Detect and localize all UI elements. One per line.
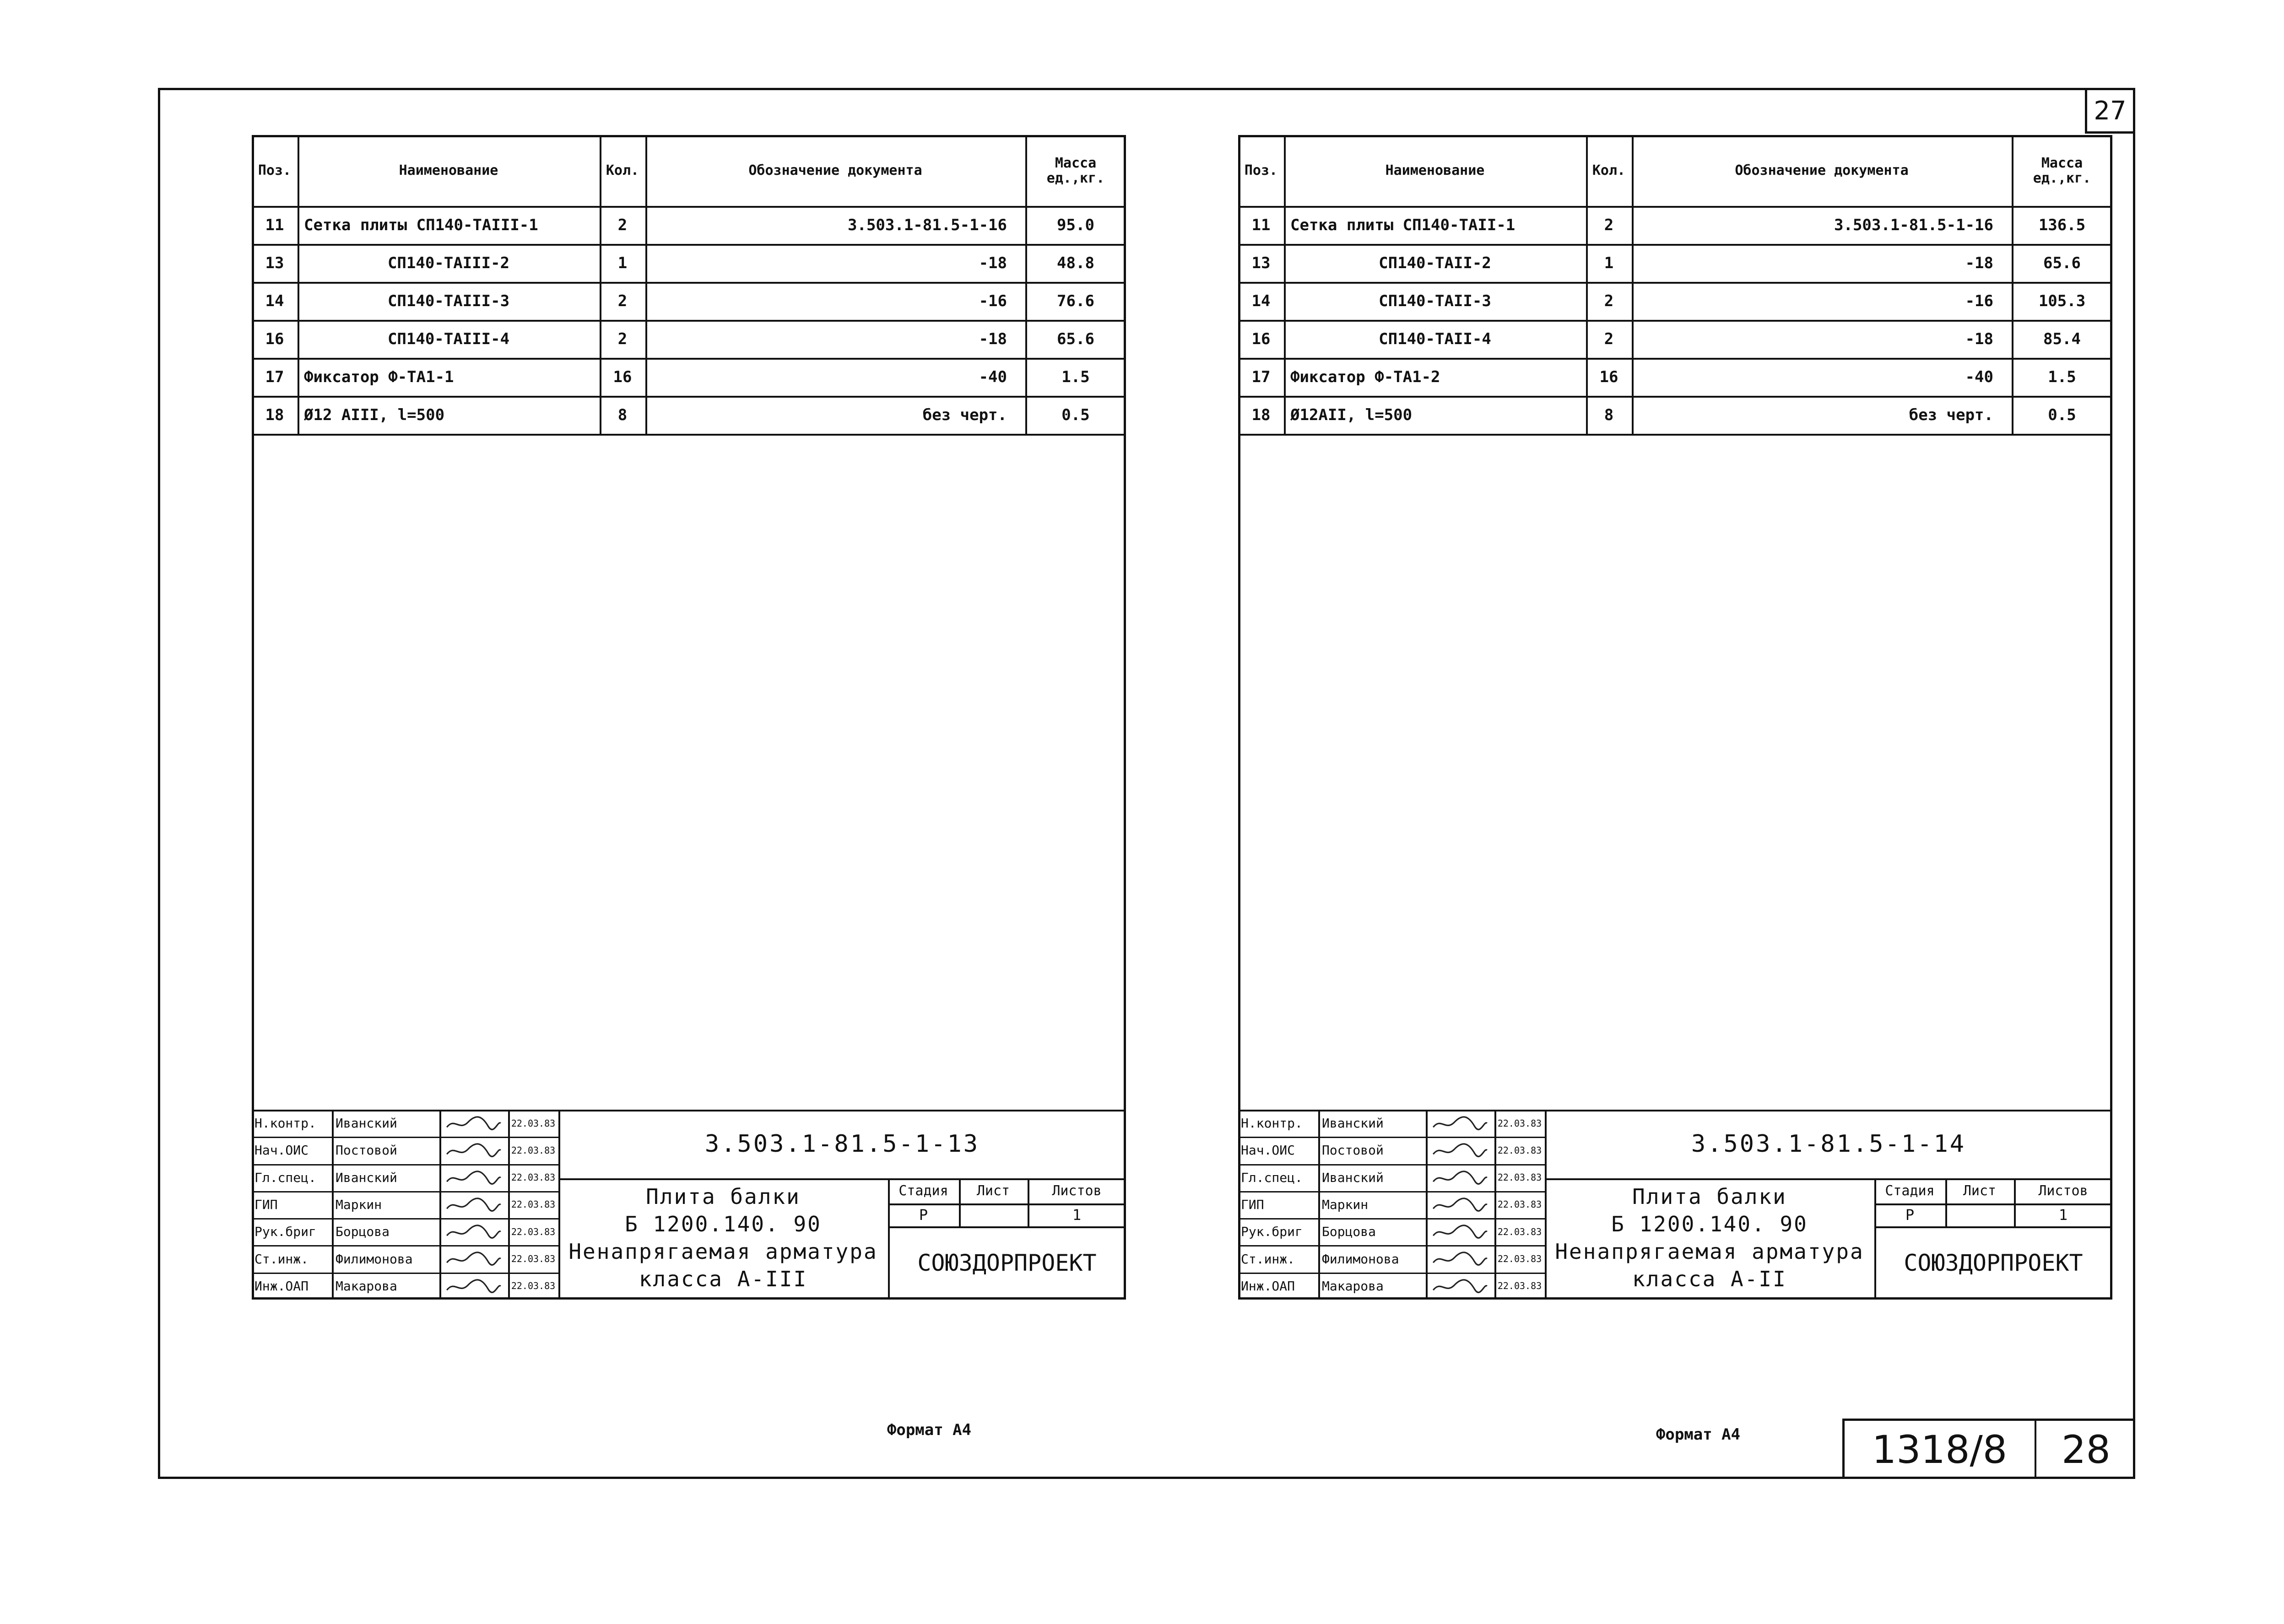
page-number-top: 27	[2094, 96, 2127, 126]
cell-doc: -16	[979, 291, 1007, 310]
cell-mass: 105.3	[2038, 291, 2086, 310]
cell-doc: 3.503.1-81.5-1-16	[1834, 216, 1993, 234]
signer-date: 22.03.83	[1497, 1199, 1542, 1210]
signer-row-divider	[1238, 1245, 1545, 1246]
header-qty: Кол.	[1592, 162, 1626, 178]
signature	[445, 1222, 503, 1241]
signer-role: Инж.ОАП	[254, 1278, 309, 1294]
drawing-title-line: Плита балки	[1632, 1184, 1787, 1209]
signer-name: Макарова	[1322, 1278, 1384, 1294]
cell-qty: 1	[1604, 254, 1614, 272]
stage-divider	[959, 1178, 961, 1226]
cell-doc: -40	[979, 367, 1007, 386]
album-code: 1318/8	[1872, 1427, 2008, 1472]
signer-date: 22.03.83	[511, 1226, 556, 1237]
drawing-title-line: Б 1200.140. 90	[1611, 1212, 1808, 1236]
signature	[445, 1140, 503, 1160]
signer-date: 22.03.83	[511, 1253, 556, 1265]
signer-row-divider	[252, 1137, 558, 1138]
cell-mass: 85.4	[2043, 329, 2081, 348]
signature	[445, 1113, 503, 1133]
signer-role: Ст.инж.	[1241, 1251, 1295, 1267]
cell-pos: 17	[1251, 367, 1271, 386]
cell-qty: 16	[613, 367, 632, 386]
cell-mass: 65.6	[1057, 329, 1094, 348]
signer-date: 22.03.83	[511, 1117, 556, 1129]
signer-name: Маркин	[336, 1197, 382, 1212]
signer-row-divider	[1238, 1137, 1545, 1138]
document-code: 3.503.1-81.5-1-13	[704, 1130, 980, 1158]
cell-qty: 2	[617, 216, 628, 234]
signature	[1431, 1195, 1489, 1214]
cell-qty: 2	[617, 291, 628, 310]
stage-header: Лист	[976, 1183, 1010, 1199]
header-doc: Обозначение документа	[1735, 162, 1909, 178]
cell-pos: 13	[265, 254, 284, 272]
sheets-value: 1	[1072, 1206, 1082, 1224]
signer-name: Постовой	[1322, 1143, 1384, 1158]
cell-doc: -18	[1965, 329, 1993, 348]
signer-role: Н.контр.	[254, 1116, 316, 1131]
cell-doc: -18	[1965, 254, 1993, 272]
cell-qty: 8	[617, 405, 628, 424]
cell-name: Сетка плиты СП140-ТАII-1	[1290, 216, 1515, 234]
signer-date: 22.03.83	[1497, 1253, 1542, 1265]
stage-header: Листов	[1052, 1183, 1102, 1199]
drawing-title-line: Плита балки	[646, 1184, 801, 1209]
signer-date: 22.03.83	[511, 1199, 556, 1210]
signer-role: ГИП	[1241, 1197, 1264, 1212]
signer-role: Н.контр.	[1241, 1116, 1303, 1131]
cell-pos: 11	[265, 216, 284, 234]
signer-row-divider	[252, 1164, 558, 1165]
signer-date: 22.03.83	[1497, 1117, 1542, 1129]
row-divider	[1238, 434, 2112, 436]
signer-name: Иванский	[336, 1116, 397, 1131]
organization-name: СОЮЗДОРПРОЕКТ	[917, 1250, 1097, 1276]
signer-date: 22.03.83	[511, 1144, 556, 1156]
cell-name: Фиксатор Ф-ТА1-2	[1290, 367, 1440, 386]
signer-row-divider	[1238, 1191, 1545, 1192]
cell-qty: 16	[1599, 367, 1618, 386]
signer-row-divider	[1238, 1273, 1545, 1274]
cell-pos: 18	[265, 405, 284, 424]
cell-qty: 2	[1604, 329, 1614, 348]
signer-row-divider	[1238, 1164, 1545, 1165]
header-name: Наименование	[399, 162, 498, 178]
drawing-title-line: класса А-II	[1632, 1267, 1787, 1291]
cell-doc: -16	[1965, 291, 1993, 310]
cell-mass: 76.6	[1057, 291, 1094, 310]
drawing-title-line: Ненапрягаемая арматура	[1555, 1239, 1864, 1264]
signer-date: 22.03.83	[511, 1280, 556, 1292]
cell-name: СП140-ТАIII-4	[387, 329, 510, 348]
cell-doc: без черт.	[922, 405, 1007, 424]
cell-pos: 11	[1251, 216, 1271, 234]
stage-divider	[1945, 1178, 1947, 1226]
cell-pos: 17	[265, 367, 284, 386]
signer-role: Рук.бриг	[1241, 1224, 1303, 1240]
cell-mass: 1.5	[2048, 367, 2076, 386]
format-label-left: Формат А4	[887, 1421, 972, 1439]
signer-name: Иванский	[336, 1170, 397, 1185]
signer-name: Постовой	[336, 1143, 397, 1158]
cell-qty: 2	[1604, 216, 1614, 234]
drawing-title-line: класса А-III	[639, 1267, 808, 1291]
cell-pos: 13	[1251, 254, 1271, 272]
cell-mass: 95.0	[1057, 216, 1094, 234]
stage-header: Лист	[1963, 1183, 1997, 1199]
signer-row-divider	[252, 1245, 558, 1246]
cell-name: Ø12 АIII, l=500	[304, 405, 445, 424]
cell-pos: 18	[1251, 405, 1271, 424]
signer-row-divider	[252, 1218, 558, 1219]
signer-date: 22.03.83	[1497, 1226, 1542, 1237]
signer-name: Борцова	[336, 1224, 390, 1240]
header-mass: Масса ед.,кг.	[1046, 155, 1105, 186]
cell-mass: 0.5	[2048, 405, 2076, 424]
signature	[1431, 1168, 1489, 1187]
cell-mass: 65.6	[2043, 254, 2081, 272]
header-pos: Поз.	[258, 162, 292, 178]
cell-name: Сетка плиты СП140-ТАIII-1	[304, 216, 538, 234]
cell-name: Фиксатор Ф-ТА1-1	[304, 367, 454, 386]
document-code: 3.503.1-81.5-1-14	[1691, 1130, 1966, 1158]
signer-date: 22.03.83	[511, 1172, 556, 1183]
signer-name: Макарова	[336, 1278, 397, 1294]
header-pos: Поз.	[1244, 162, 1278, 178]
signer-role: Нач.ОИС	[1241, 1143, 1295, 1158]
cell-name: СП140-ТАII-2	[1379, 254, 1491, 272]
signer-date: 22.03.83	[1497, 1280, 1542, 1292]
page-number-bottom: 28	[2062, 1427, 2111, 1472]
signer-date: 22.03.83	[1497, 1172, 1542, 1183]
cell-pos: 16	[1251, 329, 1271, 348]
organization-name: СОЮЗДОРПРОЕКТ	[1904, 1250, 2083, 1276]
signature	[1431, 1140, 1489, 1160]
cell-qty: 2	[1604, 291, 1614, 310]
cell-doc: -40	[1965, 367, 1993, 386]
signer-row-divider	[1238, 1218, 1545, 1219]
signature	[445, 1168, 503, 1187]
signer-name: Маркин	[1322, 1197, 1369, 1212]
cell-qty: 1	[617, 254, 628, 272]
cell-mass: 48.8	[1057, 254, 1094, 272]
cell-name: СП140-ТАII-3	[1379, 291, 1491, 310]
cell-pos: 16	[265, 329, 284, 348]
signer-role: Нач.ОИС	[254, 1143, 309, 1158]
signer-role: Рук.бриг	[254, 1224, 316, 1240]
row-divider	[252, 434, 1126, 436]
signature	[445, 1195, 503, 1214]
signer-role: Ст.инж.	[254, 1251, 309, 1267]
header-qty: Кол.	[606, 162, 639, 178]
signer-row-divider	[252, 1191, 558, 1192]
cell-doc: без черт.	[1909, 405, 1993, 424]
stage-value: Р	[1905, 1206, 1915, 1224]
signer-name: Иванский	[1322, 1170, 1384, 1185]
signer-name: Филимонова	[336, 1251, 413, 1267]
signature	[1431, 1113, 1489, 1133]
signer-role: ГИП	[254, 1197, 278, 1212]
signer-row-divider	[252, 1273, 558, 1274]
signature	[1431, 1249, 1489, 1268]
cell-qty: 2	[617, 329, 628, 348]
signer-role: Гл.спец.	[1241, 1170, 1303, 1185]
stage-value: Р	[919, 1206, 928, 1224]
header-mass: Масса ед.,кг.	[2033, 155, 2091, 186]
stage-header: Стадия	[898, 1183, 948, 1199]
cell-name: СП140-ТАIII-3	[387, 291, 510, 310]
cell-mass: 1.5	[1061, 367, 1090, 386]
signer-name: Филимонова	[1322, 1251, 1399, 1267]
sheets-value: 1	[2058, 1206, 2068, 1224]
signature	[1431, 1276, 1489, 1296]
signer-date: 22.03.83	[1497, 1144, 1542, 1156]
cell-name: СП140-ТАII-4	[1379, 329, 1491, 348]
cell-pos: 14	[265, 291, 284, 310]
signer-role: Инж.ОАП	[1241, 1278, 1295, 1294]
signature	[1431, 1222, 1489, 1241]
format-label-right: Формат А4	[1656, 1425, 1741, 1444]
header-name: Наименование	[1385, 162, 1485, 178]
stage-header: Листов	[2038, 1183, 2088, 1199]
cell-mass: 136.5	[2038, 216, 2086, 234]
signer-role: Гл.спец.	[254, 1170, 316, 1185]
cell-qty: 8	[1604, 405, 1614, 424]
cell-name: СП140-ТАIII-2	[387, 254, 510, 272]
header-doc: Обозначение документа	[748, 162, 922, 178]
signer-name: Борцова	[1322, 1224, 1376, 1240]
cell-pos: 14	[1251, 291, 1271, 310]
cell-name: Ø12АII, l=500	[1290, 405, 1413, 424]
signer-name: Иванский	[1322, 1116, 1384, 1131]
cell-doc: 3.503.1-81.5-1-16	[848, 216, 1007, 234]
cell-mass: 0.5	[1061, 405, 1090, 424]
cell-doc: -18	[979, 254, 1007, 272]
cell-doc: -18	[979, 329, 1007, 348]
drawing-title-line: Б 1200.140. 90	[625, 1212, 822, 1236]
signature	[445, 1249, 503, 1268]
stage-header: Стадия	[1885, 1183, 1935, 1199]
drawing-title-line: Ненапрягаемая арматура	[568, 1239, 878, 1264]
signature	[445, 1276, 503, 1296]
